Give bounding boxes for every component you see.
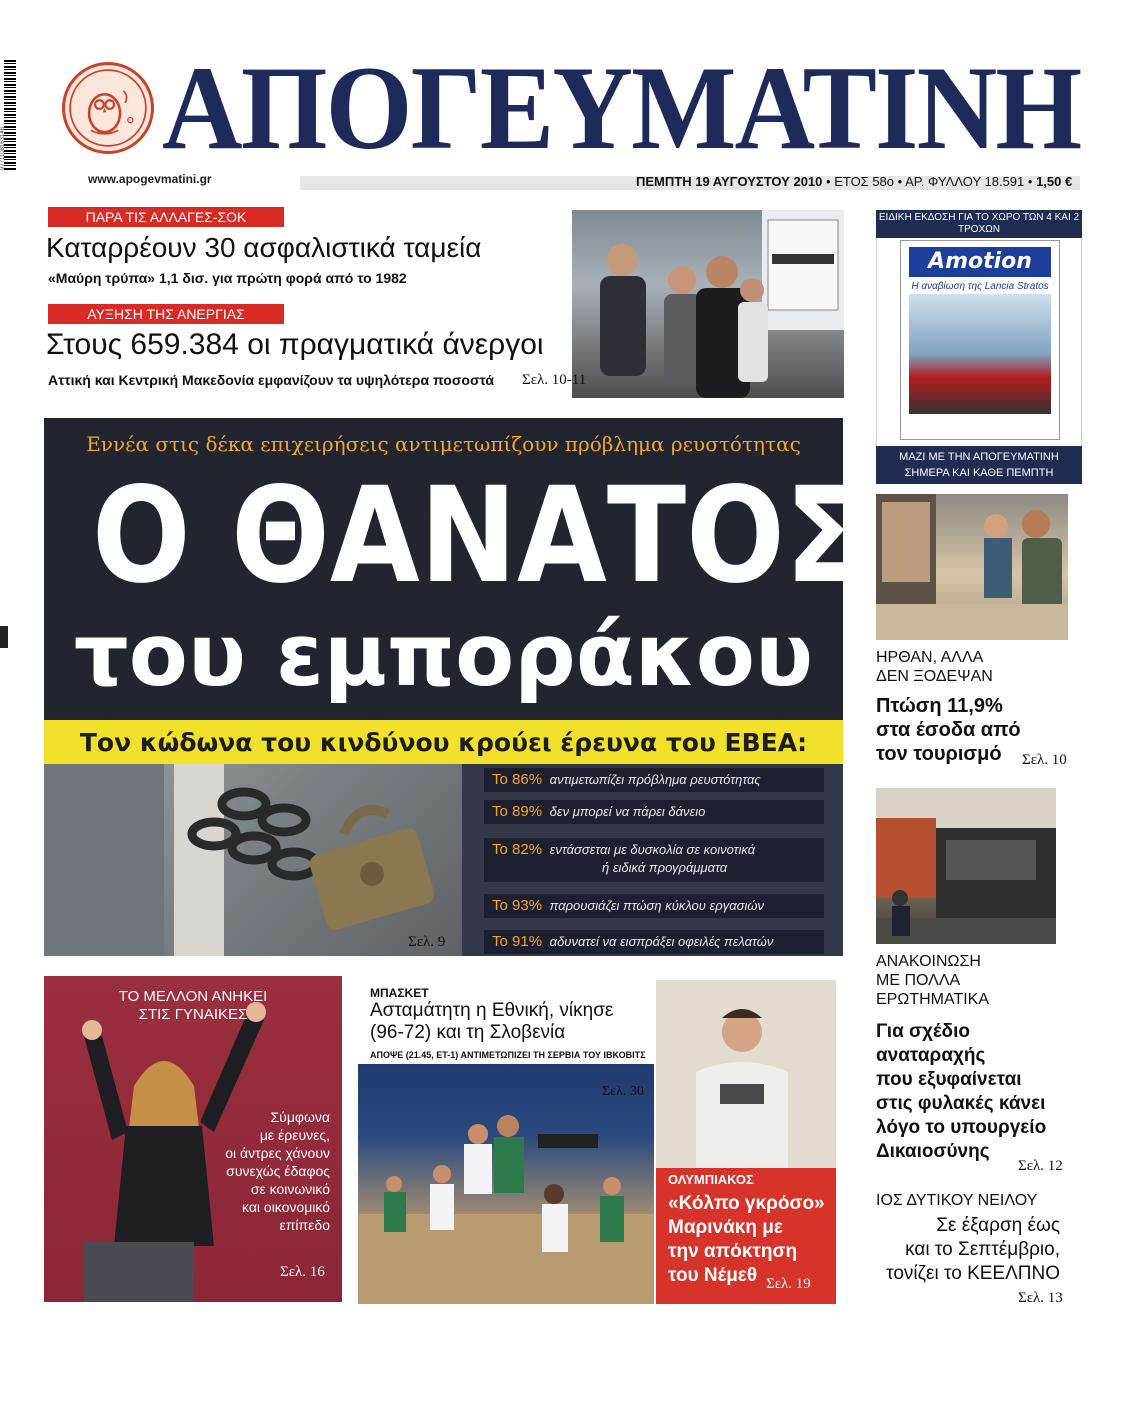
stat-row (484, 768, 824, 792)
text-line: συνεχώς έδαφος (226, 1163, 330, 1179)
magazine-cover[interactable] (900, 240, 1060, 440)
owl-logo-icon (62, 62, 154, 154)
title-line: του Νέμεθ (668, 1265, 758, 1286)
padlock-photo (44, 764, 462, 956)
title-line: στα έσοδα από (876, 719, 1021, 741)
promo-footer: ΜΑΖΙ ΜΕ ΤΗΝ ΑΠΟΓΕΥΜΑΤΙΝΗ ΣΗΜΕΡΑ ΚΑΙ ΚΑΘΕ ΠΕΜΠΤΗ (876, 446, 1082, 484)
title-line: λόγο το υπουργείο (876, 1117, 1047, 1138)
stat-pct: Το 86% (492, 771, 543, 788)
kicker-line: ΜΕ ΠΟΛΛΑ (876, 972, 961, 989)
story-text[interactable] (876, 1214, 1060, 1286)
magazine-cover-line: Η αναβίωση της Lancia Stratos (911, 281, 1049, 292)
tourist-photo (876, 494, 1068, 640)
story-title[interactable] (876, 694, 1021, 766)
story-subhead: «Μαύρη τρύπα» 1,1 δισ. για πρώτη φορά από το 1982 (48, 270, 407, 286)
story-headline[interactable]: Καταρρέουν 30 ασφαλιστικά ταμεία (46, 232, 482, 263)
story-label: ΠΑΡΑ ΤΙΣ ΑΛΛΑΓΕΣ-ΣΟΚ (48, 207, 284, 227)
text-line: επίπεδο (279, 1217, 330, 1233)
title-line: τον τουρισμό (876, 743, 1002, 765)
story-headline[interactable]: Στους 659.384 οι πραγματικά άνεργοι (46, 328, 544, 361)
dateline (636, 174, 1072, 189)
kicker-line: ΗΡΘΑΝ, ΑΛΛΑ (876, 649, 984, 666)
basket-subhead: ΑΠΟΨΕ (21.45, ΕΤ-1) ΑΝΤΙΜΕΤΩΠΙΖΕΙ ΤΗ ΣΕΡΒΙΑ ΤΟΥ ΙΒΚΟΒΙΤΣ (370, 1050, 646, 1060)
page-ref: Σελ. 10-11 (522, 372, 587, 388)
text-line: σε κοινωνικό (250, 1181, 330, 1197)
text-line: με έρευνες, (259, 1127, 330, 1143)
stat-pct: Το 82% (492, 841, 543, 858)
website-url[interactable]: www.apogevmatini.gr (88, 172, 212, 186)
protest-photo (572, 210, 844, 398)
women-text (200, 1108, 330, 1234)
main-subtitle: Τον κώδωνα του κινδύνου κρούει έρευνα του ΕΒΕΑ: (79, 728, 808, 757)
story-kicker (876, 952, 989, 1009)
stat-text: δεν μπορεί να πάρει δάνειο (549, 804, 706, 819)
stat-text: εντάσσεται με δυσκολία σε κοινοτικά (549, 842, 756, 857)
page-ref: Σελ. 9 (408, 934, 446, 950)
title-line: στις φυλακές κάνει (876, 1093, 1046, 1114)
title-line: ΤΟ ΜΕΛΛΟΝ ΑΝΗΚΕΙ (118, 988, 268, 1005)
text-line: και οικονομικό (241, 1199, 330, 1215)
page-ref: Σελ. 16 (280, 1264, 325, 1280)
stat-text: παρουσιάζει πτώση κύκλου εργασιών (549, 898, 764, 913)
story-subhead: Αττική και Κεντρική Μακεδονία εμφανίζουν τα υψηλότερα ποσοστά (48, 372, 495, 388)
stat-text-line2: ή ειδικά προγράμματα (602, 860, 728, 875)
dateline-issue: ΑΡ. ΦΥΛΛΟΥ 18.591 (905, 174, 1025, 189)
stat-row (484, 930, 824, 954)
text-line: και το Σεπτέμβριο, (905, 1239, 1060, 1260)
page-ref: Σελ. 13 (1018, 1290, 1063, 1306)
prison-van-photo (876, 788, 1056, 944)
kicker-line: ΕΡΩΤΗΜΑΤΙΚΑ (876, 991, 990, 1008)
title-line: «Κόλπο γκρόσο» (668, 1193, 825, 1214)
stat-pct: Το 91% (492, 933, 543, 950)
dateline-sep: • (826, 174, 835, 189)
edge-mark (0, 626, 8, 648)
title-line: Για σχέδιο (876, 1021, 970, 1042)
text-line: Σε έξαρση έως (936, 1215, 1060, 1236)
main-kicker: Εννέα στις δέκα επιχειρήσεις αντιμετωπίζουν πρόβλημα ρευστότητας (86, 432, 801, 456)
stat-row (484, 894, 824, 918)
page-ref: Σελ. 19 (766, 1276, 811, 1292)
dateline-date: ΠΕΜΠΤΗ 19 ΑΥΓΟΥΣΤΟΥ 2010 (636, 174, 823, 189)
title-line: αναταραχής (876, 1045, 986, 1066)
story-title[interactable] (876, 1020, 1046, 1164)
page-ref: Σελ. 12 (1018, 1158, 1063, 1174)
olympiakos-title[interactable] (668, 1192, 832, 1288)
magazine-cover-image (909, 294, 1051, 414)
text-line: Σύμφωνα (270, 1109, 330, 1125)
barcode-digits: 9771108163146 (0, 127, 6, 170)
main-headline-line2[interactable]: του εμποράκου (73, 606, 814, 706)
stat-text: αδυνατεί να εισπράξει οφειλές πελατών (549, 934, 774, 949)
title-line: Δικαιοσύνης (876, 1141, 990, 1162)
dateline-sep: • (1027, 174, 1037, 189)
player-photo (656, 980, 836, 1168)
title-line: την απόκτηση (668, 1241, 798, 1262)
olympiakos-kicker: ΟΛΥΜΠΙΑΚΟΣ (668, 1172, 754, 1187)
story-kicker: ΙΟΣ ΔΥΤΙΚΟΥ ΝΕΙΛΟΥ (876, 1192, 1038, 1209)
title-line: (96-72) και τη Σλοβενία (370, 1022, 566, 1043)
title-line: Ασταμάτητη η Εθνική, νίκησε (370, 1000, 614, 1021)
promo-header: ΕΙΔΙΚΗ ΕΚΔΟΣΗ ΓΙΑ ΤΟ ΧΩΡΟ ΤΩΝ 4 ΚΑΙ 2 ΤΡΟΧΩΝ (876, 210, 1082, 238)
main-headline[interactable]: Ο ΘΑΝΑΤΟΣ (91, 459, 865, 613)
title-line: που εξυφαίνεται (876, 1069, 1022, 1090)
story-label: ΑΥΞΗΣΗ ΤΗΣ ΑΝΕΡΓΙΑΣ (48, 304, 284, 324)
women-title (44, 988, 342, 1024)
story-kicker (876, 648, 993, 686)
stat-row (484, 800, 824, 824)
page-ref: Σελ. 10 (1022, 752, 1067, 768)
magazine-logo: Amotion (909, 247, 1051, 277)
title-line: Πτώση 11,9% (876, 695, 1003, 717)
stat-row (484, 838, 824, 882)
dateline-year: ΕΤΟΣ 58ο (834, 174, 895, 189)
text-line: οι άντρες χάνουν (225, 1145, 330, 1161)
basketball-photo (358, 1064, 654, 1304)
text-line: τονίζει το ΚΕΕΛΠΝΟ (886, 1263, 1060, 1284)
dateline-sep: • (897, 174, 906, 189)
page-ref: Σελ. 30 (602, 1084, 644, 1099)
dateline-price: 1,50 € (1036, 174, 1073, 189)
stat-pct: Το 89% (492, 803, 543, 820)
stat-text: αντιμετωπίζει πρόβλημα ρευστότητας (549, 772, 761, 787)
masthead-title: ΑΠΟΓΕΥΜΑΤΙΝΗ (162, 41, 1081, 174)
basket-title[interactable] (370, 1000, 650, 1044)
title-line: Μαρινάκη με (668, 1217, 783, 1238)
kicker-line: ΔΕΝ ΞΟΔΕΨΑΝ (876, 668, 993, 685)
title-line: ΣΤΙΣ ΓΥΝΑΙΚΕΣ (138, 1006, 248, 1023)
stat-pct: Το 93% (492, 897, 543, 914)
basket-kicker: ΜΠΑΣΚΕΤ (370, 986, 429, 1000)
kicker-line: ΑΝΑΚΟΙΝΩΣΗ (876, 953, 981, 970)
